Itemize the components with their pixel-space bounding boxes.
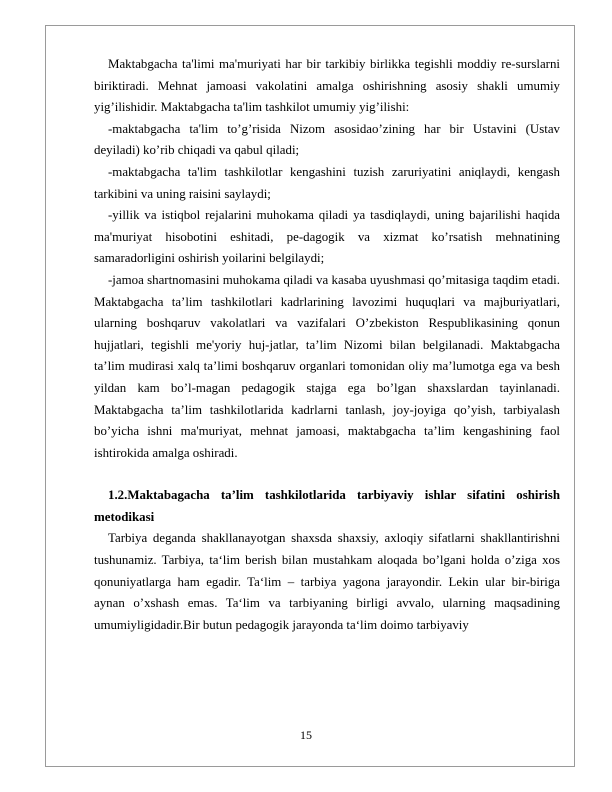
paragraph: -maktabgacha ta'lim tashkilotlar kengashini tuzish zaruriyatini aniqlaydi, kengash tarkibini va uning raisini saylaydi; — [94, 164, 560, 201]
document-body — [94, 54, 560, 636]
page-number: 15 — [300, 728, 312, 742]
paragraph: -jamoa shartnomasini muhokama qiladi va kasaba uyushmasi qo’mitasiga taqdim etadi. Maktabgacha ta’lim tashkilotlari kadrlarining lavozimi huquqlari va majburiyatlari, ularning boshqaruv vakolatlari va vazifalari O’zbekiston Respublikasining qonun hujjatlari, tegishli me'yoriy huj-jatlar, ta’lim Nizomi bilan belgilanadi. Maktabgacha ta’lim mudirasi xalq ta’limi boshqaruv organlari tomonidan oliy ma’lumotga ega va besh yildan kam bo’l-magan pedagogik stajga ega bo’lgan shaxslardan tayinlanadi. Maktabgacha ta’lim tashkilotlarida kadrlarni tanlash, joy-joyiga qo’yish, tarbiyalash bo’yicha ishni ma'muriyat, mehnat jamoasi, maktabgacha ta’lim kengashining faol ishtirokida amalga oshiradi. — [94, 272, 560, 460]
paragraph: -maktabgacha ta'lim to’g’risida Nizom asosidao’zining har bir Ustavini (Ustav deyiladi) ko’rib chiqadi va qabul qiladi; — [94, 121, 560, 158]
paragraph: Maktabgacha ta'limi ma'muriyati har bir tarkibiy birlikka tegishli moddiy re-surslarni biriktiradi. Mehnat jamoasi vakolatini amalga oshirishning asosiy shakli umumiy yig’ilishidir. Maktabgacha ta'lim tashkilot umumiy yig’ilishi: — [94, 57, 560, 115]
paragraph: -yillik va istiqbol rejalarini muhokama qiladi ya tasdiqlaydi, uning bajarilishi haqida ma'muriyat hisobotini eshitadi, pe-dagogik va xizmat ko’rsatish mehnatining samaradorligini oshirish yoilarini belgilaydi; — [94, 208, 560, 266]
paragraph: Tarbiya deganda shakllanayotgan shaxsda shaxsiy, axloqiy sifatlarni shakllantirishni tushunamiz. Tarbiya, ta‘lim berish bilan mustahkam aloqada bo’lgani holda o’ziga xos qonuniyatlarga ham egadir. Ta‘lim – tarbiya yagona jarayondir. Lekin ular bir-biriga aynan o’xshash emas. Ta‘lim va tarbiyaning birligi avvalo, ularning maqsadining umumiyligidadir.Bir butun pedagogik jarayonda ta‘lim doimo tarbiyaviy — [94, 531, 560, 632]
section-heading: 1.2.Maktabagacha ta’lim tashkilotlarida tarbiyaviy ishlar sifatini oshirish metodikasi — [94, 488, 560, 524]
